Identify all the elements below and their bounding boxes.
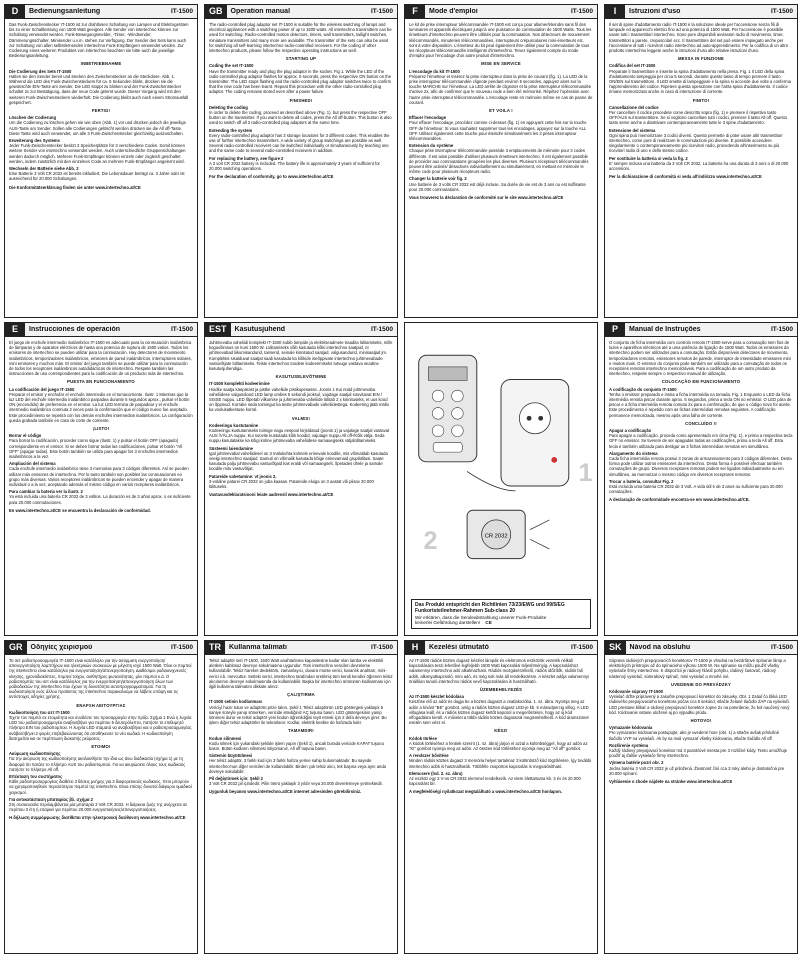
- ce-mark-icon: CE: [485, 620, 492, 626]
- subheading: La codificación del juego IT-1500: [9, 386, 75, 392]
- paragraph: Ogni spina può memorizzare 3 codici diversi. Questo permette di poter usare altri trasmettitori intertechno, come pure di realizzare le commutazioni più diverse. È possibile accendere singolarmente o contemporaneamente più ricevitori radio, procedendo all'inserimento su più ricevitori radio di uno e dello stesso codice.: [609, 132, 783, 154]
- paragraph: Preparar el emisor y enchufar el enchufe intermedio en el tomacorriente. Ilustr. 1 Mientras que la luz LED del enchufe intermedio inalámbrico parpadea durante 5 segundos aprox., pulsar el botón ON (encendido) de preferencia en el emisor. La luz LED termina de parpadear y el enchufe intermedio inalámbrico conmuta 2 veces para la confirmación que el código nuevo fue aceptado. Este procedimiento se repetirá con los demás enchufes intermedios inalámbricos. La configuración queda grabada también en caso de corte de corriente.: [9, 391, 193, 423]
- subheading: Cancellazione del codice: [609, 104, 659, 110]
- column-header: [205, 641, 397, 655]
- column-body: [605, 337, 797, 635]
- paragraph: Tenha o emissor preparado e insira a ficha intermédia na tomada. Fig. 1 Enquanto o LED da ficha intermédia remota piscar durante aprox. 5 segundos, prima a tecla ON no emissor. O LED pára de piscar e a ficha intermédia remota comuta 2x para a confirmação, de que o código novo foi aceite. Este procedimento é repetido com as fichas intermédias remotas seguintes. A codificação permanece memorizada, mesmo após uma falha de corrente.: [609, 391, 792, 418]
- model-number: IT-1500: [570, 644, 593, 651]
- paragraph: Pour effacer l'encodage, procédez comme ci-dessus (fig. 1) en appuyant cette fois sur la touche OFF de l'émetteur. Si vous souhaitez supprimer tous les encodages, appuyez sur la touche ALL OFF. Utilisez également cette touche pour éteindre simultanément les 3 prises interrupteur télécommandées.: [409, 120, 587, 142]
- subheading: Para cambiar la batería ver la ilustr. 2: [9, 489, 83, 495]
- column-title: Kezelési útmutató: [429, 644, 489, 651]
- subheading: Για αντικατάσταση μπαταρίας βλ. σχήμα 2: [9, 796, 93, 802]
- column-header: [405, 641, 597, 655]
- paragraph: Každý rádiový prepojovací konektor má 3 pamäťové miesta pre 3 rozličné kódy. Tento umožňuje použiť aj ďalšie vysielače firmy intertechno.: [609, 748, 788, 759]
- subheading: Kódok törlése: [409, 735, 437, 741]
- column-title: Instrucciones de operación: [29, 326, 121, 333]
- paragraph: Para apagar a codificação, proceda como apresentado em cima (Fig. 1), e prima a respectiva tecla OFF no emissor. Se tiverem de ser apagadas todas as codificações, prima a tecla All off. Esta tecla é também utilizada para desligar as 3 fichas intermédias remotas em simultâneo.: [609, 433, 793, 449]
- intro-text: Le kit de prise interrupteur télécommandée IT-1500 est conçu pour allumer/éteindre sans fil des luminaires et appareils électriques jusqu'à une puissance de commutation de 1500 Watts. Tous les émetteurs d'intertechno peuvent être utilisés pour la commutation. Nos détecteurs de mouvement télécommandés, minuteries télécommandées, interrupteurs crépusculaires mini-émetteurs etc. sont à votre disposition. L'émetteur du kit peut également être utilisé pour la commutation de tous les récepteurs télécommandés intelligents d'intertechno. Tenez également compte du mode d'emploi pour l'encodage d'un autre produit d'intertechno.: [409, 22, 592, 59]
- subheading: Per sostituire la batteria si veda la fig. 2: [609, 155, 688, 161]
- column-header: [205, 5, 397, 19]
- paragraph: 3-voldine patarei CR 2032 on juba kaasas. Patareide eluiga on 3 aastat või piisav 20.000 lülituseks.: [209, 478, 374, 490]
- language-column-tr: [204, 640, 398, 954]
- paragraph: Jedna batéria 3 Volt CR 2032 je už priložená. Životnosť činí cca 3 roky alebo je dostatočná pre 20.000 spínaní.: [609, 765, 785, 776]
- section-heading: INBETRIEBNAHME: [80, 61, 122, 67]
- column-body: [405, 19, 597, 317]
- conformity-note: Η δήλωση συμμόρφωσης διατίθεται στην ηλεκτρονική διεύθυνση www.intertechno.at/CE: [9, 815, 186, 821]
- subheading: Sistemin büyütülmesi: [209, 753, 253, 759]
- paragraph: Kodu silmek için yukarıdaki şekilde işlem yapın (Şekil 1), ancak burada vericide KAPAT tuşuna basın. Bütün kodların silinmesi istiyorsanız, All off tuşuna basın.: [209, 740, 384, 752]
- section-heading: FINITO!: [692, 97, 710, 103]
- paragraph: 3 Volt CR 2032 pil içindedir. Pilin ömrü yaklaşık 3 yıldır veya 20.000 devrelemeye yetmektedir.: [209, 781, 383, 787]
- column-body: [605, 19, 797, 317]
- paragraph: Une batterie de 3 volts CR 2032 est déjà incluse. Sa durée de vie est de 3 ans ou est suffisante pour 20.000 commutations.: [409, 181, 586, 192]
- subheading: Trocar a bateria, consultar Fig. 2: [609, 478, 674, 484]
- paragraph: In order to delete the coding, proceed as described above (Fig. 1), but press the respective OFF button on the transmitter. If you want to delete all codes, press the All off-button. This button is also used to switch off all 3 radio-controlled plug adaptors at the same time.: [209, 110, 392, 126]
- paragraph: Jeder Funk-Zwischenstecker besitzt 3 Speicherplätze für 3 verschiedene Codes. Somit können weitere Sender von intertechno verwendet werden. Auch unterschiedliche Gruppenschaltungen werden dadurch möglich. Mehrere Funk-Empfänger können einzeln oder zugleich geschaltet werden, indem zusätzlich mit den einzelnen Code an mehrere Funk-Empfänger angelernt wird.: [9, 143, 186, 164]
- subheading: Erweiterung des Systems: [9, 138, 60, 144]
- section-heading: MISE EN SERVICE: [481, 61, 521, 67]
- column-header: [5, 5, 197, 19]
- paragraph: Minden rádiós köztes dugasz 3 memória helyet tartalmaz 3 különböző kód rögzítésére. Így további intertechno adók is használhatók. Többféle csoportos kapcsolás is megvalósítható.: [409, 758, 592, 769]
- intro-text: El juego de enchufe intermedio inalámbrico IT-1500 es adecuado para la conmutación inalámbrica de lámparas y de aparatos eléctricos de hasta una potencia de ruptura de 1500 vatios. Todos los emisores de intertechno se pueden utilizar para la conmutación. Hay detectores de movimiento inalámbricos, temporizadores inalámbricos, emisores de pared inalámbricos, interruptores solares, mini emisores y muchos más. El emisor del juego también se puede utilizar para la conmutación de todos los receptores inalámbricos autodidácticos de intertechno. Respete también las instrucciones de uso correspondientes para la codificación de un producto más de intertechno.: [9, 340, 192, 377]
- language-code: P: [605, 323, 625, 336]
- model-number: IT-1500: [370, 8, 393, 15]
- language-column-p: [604, 322, 798, 636]
- subheading: Kódovanie súpravy IT-1500: [609, 689, 663, 695]
- paragraph: Préparez l'émetteur et insérez la prise interrupteur dans la prise de courant (fig. 1). La LED de la prise interrupteur télécommandée clignote pendant environ 5 secondes, appuyez alors sur la touche MARCHE sur l'émetteur. La LED arrête de clignoter et la prise interrupteur télécommandée s'active 2x, afin de confirmer que le nouveau code a bien été mémorisé. Répétez l'opération avec l'autre prise interrupteur télécommandée. L'encodage reste en mémoire même en cas de panne de courant.: [409, 73, 593, 105]
- section-heading: CONCLUÍDO !!: [685, 420, 717, 426]
- subheading: A codificação do conjunto IT-1500: [609, 386, 677, 392]
- paragraph: Está incluída uma bateria CR 2032 de 3 Volt. A vida útil é de 3 anos ou suficiente para 20.000 comutações.: [609, 484, 783, 495]
- caption-line4: keinerlei Gefährdung darstellen!: [415, 620, 481, 626]
- conformity-note: En www.intertechno.at/CE se encuentra la declaración de conformidad.: [9, 507, 151, 513]
- paragraph: Her telsiz adaptör, 3 farklı kod için 3 farklı hafıza yerine sahip bulunmaktadır. Bu sayede intertechno'nun diğer vericileri de kullanılabilir. Birden çok telsiz alıcı, tek başına veya aynı anda devreye sokulabilir.: [209, 758, 387, 774]
- section-heading: ¡LISTO!: [92, 426, 110, 432]
- column-title: Návod na obsluhu: [629, 644, 691, 651]
- paragraph: Pre vymazanie kódovania postupujte, ako je uvedené hore (obr. 1) a stlačte avšak príslušné tlačidlo VYP na vysielači. Ak by sa mali vymazať všetky kódovania, stlačte tlačidlo All off.: [609, 730, 780, 741]
- subheading: IT-1500 setinin kodlanması: [209, 699, 263, 705]
- column-header: [605, 641, 797, 655]
- model-number: IT-1500: [770, 8, 793, 15]
- section-heading: PUESTA EN FUNCIONAMIENTO: [67, 379, 135, 385]
- transmitter-remote-icon: [419, 355, 477, 462]
- language-column-i: [604, 4, 798, 318]
- subheading: Επέκταση του συστήματος: [9, 774, 63, 780]
- subheading: Az IT-1500 készlet kódolása: [409, 694, 464, 700]
- section-heading: COLOCAÇÃO EM FUNCIONAMENTO: [661, 379, 741, 385]
- model-number: IT-1500: [170, 326, 193, 333]
- column-title: Operation manual: [230, 8, 291, 15]
- subheading: Die Codierung des Sets IT-1500: [9, 68, 72, 74]
- paragraph: Vysielač držte pripravený a zasuňte prepojovací konektor do zásuvky. Obr. 1 Zatiaľ čo bliká LED rádiového prepojovacieho konektora počas cca 5 sekúnd, stlačte želané tlačidlo ZAP na vysielači. LED prestane blikať a rádiový prepojovací konektor zopne 2x na potvrdenie, že bol naučený nový kód. Kódovanie ostane uložené aj po výpadku prúdu.: [609, 694, 791, 715]
- language-column-sk: [604, 640, 798, 954]
- subheading: Výmena batérie pozri obr. 2: [609, 760, 664, 766]
- subheading: Apagar a codificação: [609, 428, 652, 434]
- language-column-est: [204, 322, 398, 636]
- paragraph: Preparate il trasmettitore e inserite la spina d'adattamento nella presa. Fig. 1 Il LED della spina d'adattamento lampeggia per circa 5 secondi, durante questo lasso di tempo premere il tasto ON/EIN sul trasmettitore. Il LED smette di lampeggiare e la spina si accende due volte a conferma l'apprendimento del codice. Ripetere questa operazione con l'altra spina d'adattamento. Il codice rimane memorizzato anche in caso di interruzione di corrente.: [609, 68, 792, 95]
- column-title: Kullanma talimatı: [229, 644, 287, 651]
- section-heading: UVEDENIE DO PREVÁDZKY: [670, 681, 732, 687]
- caption-main: Das Produkt entspricht den Richtlinien 73/23/EWG und 99/5/EG: [415, 601, 565, 608]
- column-header: [605, 323, 797, 337]
- intro-text: Das Funk-Zwischenstecker IT-1500 ist zur drahtlosen Schaltung von Lampen und Elektrogeräten bis zu einer Schaltleistung von 1500 Watt geeignet. Alle Sender von intertechno können zur Schaltung verwendet werden. Funk-Bewegungsmelder, -Timer, -Windsender, Dämmerungsschalter, Minisender u.v.m. stehen zur Verfügung. Der Sender des Sets kann auch zur Schaltung von allen selbstlernenden intertechno Funk-Empfängern verwendet werden. Zur Codierung eines weiteren Produktes von intertechno beachten sie bitte auch die jeweilige Bedienungsanleitung.: [9, 22, 189, 59]
- column-header: [205, 323, 397, 337]
- section-heading: ΕΤΟΙΜΟ!: [91, 744, 111, 750]
- model-number: IT-1500: [770, 644, 793, 651]
- language-column-e: [4, 322, 198, 636]
- subheading: Süsteemi laiendamine: [209, 445, 253, 451]
- plug-adaptor-icon: [467, 379, 569, 490]
- paragraph: Ya está incluida una batería CR 2032 de 3 voltios. La duración es de 3 años aprox. o es suficiente para 20.000 conmutaciones.: [9, 494, 191, 505]
- subheading: For replacing the battery, see figure 2: [209, 155, 284, 161]
- subheading: Effacer l'encodage: [409, 115, 447, 121]
- section-heading: KASUTUSELEVÕTMINE: [275, 374, 327, 380]
- subheading: Extending the system: [209, 127, 253, 133]
- conformity-note: Vastavusdeklaratsiooni leiate aadressil www.intertechno.at/CE: [209, 492, 334, 498]
- subheading: Alargamento do sistema: [609, 450, 658, 456]
- column-body: [205, 655, 397, 953]
- section-heading: MESSA IN FUNZIONE: [677, 56, 725, 62]
- subheading: Löschen der Codierung: [9, 115, 56, 121]
- subheading: Kodun silinmesi: [209, 735, 242, 741]
- paragraph: E' sempre inclusa una batteria da 3 Volt CR 2032. La batteria ha una durata di 3 anni o di 20.000 accensioni.: [609, 160, 789, 172]
- paragraph: Cada ficha intermédia remota possui 3 zonas de armazenamento para 3 códigos diferentes. Desta forma pode utilizar outros emissores da intertechno. Desta forma é possível efectuar também comutações de grupo. Diversos receptores remotos podem ser ligados individualmente ou em simultâneo, ao memorizar o mesmo código em diversos receptores remotos.: [609, 456, 792, 477]
- subheading: Kodeeringu kustutamine: [209, 422, 259, 428]
- model-number: IT-1500: [370, 644, 393, 651]
- language-column-gb: [204, 4, 398, 318]
- intro-text: Súprava rádiových prepojovacích konektorov IT-1500 je vhodná na bezdrôtové spínanie lámp a elektrických prístrojov až do spínacieho výkonu 1500 W. Na spínanie sa môžu použiť všetky vysielače firmy intertechno. K dispozícii je rádiový hlásič pohybu, rádiový časovač, rádiový nástenný vysielač, súmrakový spínač, mini vysielač a mnohé iné.: [609, 658, 786, 679]
- section-heading: FINISHED!: [289, 97, 313, 103]
- paragraph: Um die Codierung zu löschen gehen sie wie oben (Abb. 1) vor und drücken jedoch die jeweilige AUS-Taste am Sender. Sollen alle Codierungen gelöscht werden drücken sie die All off-Taste. Diese Taste wird auch verwendet, um alle 3 Funk-Zwischenstecker gleichzeitig auszuschalten.: [9, 120, 186, 136]
- caption-sub: Funkortsteilnehmer-Rahmen Sub-class 20: [415, 608, 516, 615]
- intro-text: Telsiz adaptör seti IT-1500, 1500 Watt anahtarlama kapasitesine kadar olan lamba ve elektrikli aletlerin kablosuz devreye sokulmasına uygundur. Tüm intertechno vericileri devreleme kullanılabilir. Telsiz hareket dedektörü, zamanlayıcı, duvara monte verici, karanlık anahtarı, mini-verici v.b. mevcuttur. Setteki verici, intertechno tarafından üretilmiş tüm kendi kendini öğrenen telsiz alıcılarının devreye sokulmasında da kullanılabilir. Başka bir intertechno ürününün kodlanması için ilgili kullanma talimatını dikkate alınız.: [209, 658, 393, 690]
- subheading: Ampliación del sistema: [9, 461, 56, 467]
- conformity-note: For the declaration of conformity, go to www.intertechno.at/CE: [209, 174, 334, 180]
- language-code: E: [5, 323, 25, 336]
- subheading: Borrar el código: [9, 433, 42, 439]
- subheading: A rendszer bővítése: [409, 753, 449, 759]
- conformity-note: A megfelelőségi nyilatkozat megtalálható a www.intertechno.at/CE honlapon.: [409, 789, 563, 795]
- conformity-note: A declaração de conformidade encontra-se em www.intertechno.at/CE.: [609, 497, 750, 503]
- section-heading: ÜZEMBEHELYEZÉS: [479, 687, 523, 693]
- column-body: [205, 19, 397, 317]
- figure-caption: [411, 599, 591, 629]
- intro-text: Juhtmevaba vaheliidi komplekt IT-1500 sobib lampide ja elektriseadmete traadita lülitamiseks, mille koguvõimsus on kuni 1500 W. Lülitamiseks võib kasutada kõiki intertechno saatjaid, nt juhtmevabad liikumisandurid, taimerid, seinale kinnitatud saatjad, valgusandurid, minisaatjad jm. Komplektis sisalduvat saatjat saab kasutada ka kõikide iseõppivate intertechno juhtmevabade vastuvõtjate lülitamiseks. Teiste intertechno toodete kodeerimiseks tutvuge vastava seadme kasutusjuhendiga.: [209, 340, 393, 372]
- intro-text: Το σετ ραδιοπροσαρμογέα IT-1500 είναι κατάλληλο για την ασύρματη ενεργοποίηση/απενεργοποίηση λαμπτήρων και ηλεκτρικών συσκευών με μέγιστη ισχύ 1500 Watt. Όλοι οι πομποί της intertechno είναι κατάλληλοι για ενεργοποίηση/απενεργοποίηση. Διαθέσιμοι ραδιοανιχνευτές κίνησης, χρονοδιακόπτες, πομποί τοίχου, αισθητήρες φωτεινότητας, μίνι πομποί κ.ά. Ο ραδιοπομπός του σετ είναι κατάλληλος για την ενεργοποίηση/απενεργοποίηση όλων των ραδιοδεκτών της intertechno που έχουν τη δυνατότητα αυτοπρογραμματισμού. Για τη κωδικοποίηση ενός άλλου προϊόντος της intertechno παρακαλούμε να λάβετε υπόψη και τις αντίστοιχες οδηγίες χρήσης.: [9, 658, 192, 700]
- subheading: Extension du système: [409, 143, 454, 149]
- paragraph: Hoidke saatja käepärast ja pistke vaheliide pistikupesasse. Joonis 1 Kui nüüd juhtmevaba vaheliidese valgusdiood LED lamp umbes 5 sekundi jooksul, vajutage saatjal soovitavat EIN / SISSE nuppu. LED lõpetab vilkumise ja juhtmevaba vaheliide lülitab 2 x kinnituseks, et uus kood on õppinud. Korrake seda toimingut ka teiste juhtmevabade vaheliidestega. Kodeering jääb mällu ka voolukatkestuse korral.: [209, 386, 389, 413]
- subheading: Wechseln der Batterie siehe Abb. 2: [9, 166, 79, 172]
- paragraph: Igal juhtmevabal vaheliidesel on 3 mälukohta kolmele erinevale koodile, mis võimaldab kasutada veelgi intertechno saatjaid. Samuti on võimalik kasutada kõige erinevamaid grupilülitusi. Saate kasutada palju juhtmevabu vastuvõtjaid kas eraldi või samaaegselt, õpetades ühele ja samale koodile mitu vastuvõtjat.: [209, 450, 388, 472]
- column-body: [605, 655, 797, 953]
- paragraph: A 3 volt CR 2032 battery is included. The battery life is approximately 3 years of sufficient for 20,000 switching operations.: [209, 160, 380, 172]
- manual-page: [4, 4, 798, 954]
- paragraph: Per cancellare il codice procedete come descritto sopra (fig. 1) e premere il rispettivo tasto OFF/AUS sul trasmettitore. Se si vogliono cancellare tutti i codici, premere il tasto All off. Questo tasto serve anche a disattivare contemporaneamente tutte le 3 spine d'adattamento.: [609, 110, 787, 126]
- column-title: Manual de Instruções: [629, 326, 701, 333]
- subheading: Elemcsere (lsd. 2. sz. ábra): [409, 770, 463, 776]
- paragraph: Every radio-controlled plug adaptor has 3 storage locations for 3 different codes. This enables the use of further intertechno transmitters. A wide variety of group switchings are possible as well. Several radio-controlled receivers can be switched individually or simultaneously by teaching one and the same code to several radio-controlled receivers in addition.: [209, 132, 390, 154]
- language-column-d: [4, 4, 198, 318]
- column-header: [5, 641, 197, 655]
- paragraph: Cada enchufe intermedio inalámbrico tiene 3 memorias para 3 códigos diferentes. Así se pueden utilizar más emisores de intertechno. Por lo tanto también son posibles las conmutaciones en grupo más diversas. Varios receptores inalámbricos se pueden encender y apagar de manera individual o a la vez, aceptando además el mismo código en varios receptores inalámbricos.: [9, 466, 189, 488]
- intro-text: The radio-controlled plug adaptor set IT-1500 is suitable for the wireless switching of lamps and electrical appliances with a switching power of up to 1500 watts. All intertechno transmitters can be used for switching. Radio-controlled motion detectors, timers, wall transmitters, twilight switches, miniature transmitters and many more are available. The transmitter of the sets can also be used for switching all self-learning intertechno radio-controlled receivers. For the coding of other intertechno products, please follow the respective operating instructions as well.: [209, 22, 392, 54]
- figure-panel: [404, 322, 598, 636]
- column-title: Mode d'emploi: [429, 8, 478, 15]
- model-number: IT-1500: [370, 326, 393, 333]
- paragraph: Chaque prise interrupteur télécommandée possède 3 emplacements de mémoire pour 3 codes différents. Il est ainsi possible d'utiliser plusieurs émetteurs intertechno. Il est également possible de procéder aux commutations groupées les plus diverses. Plusieurs récepteurs télécommandés peuvent être activés/ désactivés individuellement ou simultanément, en mettant en mémoire le même code pour plusieurs récepteurs radio.: [409, 148, 589, 175]
- subheading: Deleting the coding: [209, 104, 248, 110]
- language-grid: [4, 4, 798, 954]
- subheading: Pil değiştirmek için: Şekil 2: [209, 776, 263, 782]
- caption-line3: Wir erklären, dass die Sendeabstrahlung unserer Funk-Produkte: [415, 614, 547, 620]
- conformity-note: Per la dichiarazione di conformità si veda all'indirizzo www.intertechno.at/CE: [609, 174, 762, 180]
- language-code: TR: [205, 641, 225, 654]
- language-column-f: [404, 4, 598, 318]
- model-number: IT-1500: [170, 644, 193, 651]
- subheading: Estensione del sistema: [609, 127, 656, 133]
- conformity-note: Vous trouverez la déclaration de conformité sur le site www.intertechno.at/CE: [409, 195, 564, 201]
- section-heading: KÉSZ!: [494, 728, 508, 734]
- column-header: [605, 5, 797, 19]
- column-title: Οδηγίες χειρισμού: [30, 644, 93, 651]
- paragraph: Para borrar la codificación, proceder como sigue (Ilustr. 1) y pulsar el botón OFF (apagado) correspondiente en el emisor. Si se deben borrar todas las codificaciones, pulsar el botón "All OFF" (apagar todas). Este botón también se utiliza para apagar los 3 enchufes intermedios inalámbricos a la vez.: [9, 438, 183, 460]
- language-code: GR: [5, 641, 27, 654]
- section-heading: ET VOILA !: [489, 108, 513, 114]
- paragraph: A kódok törléséhez a fentiek szerint (1. sz. ábra) járjon el azzal a különbséggel, hogy az adón az "KI" gombot nyomja meg az adón. Az összes kód törléséhez nyomja meg az "All off" gombot.: [409, 740, 588, 752]
- paragraph: Vericiyi hazır tutun ve adaptörü prize takın. Şekil 1 Telsiz adaptörün LED göstergesi yaklaşık 5 saniye süreyle yanıp sönerken, vericide istediğiniz AÇ tuşuna basın. LED göstergesinin yanıp sönmesi durur ve telsiz adaptör yeni kodun öğrenildiğini teyit etmek için 2 defa devreye girer. Bu işlem diğer telsiz adaptörler ile tekrarlanır. Kodlar, elektrik kesilse de hafızada kalır.: [209, 704, 387, 726]
- subheading: Patareide vahetamine: vt joonis 2.: [209, 473, 277, 479]
- paragraph: Az eszköz egy 3 V-os CR 2032 elemmel rendelkezik. Az elem élettartama kb. 3 év és 20.000 kapcsolást bír.: [409, 776, 581, 787]
- language-code: H: [405, 641, 425, 654]
- intro-text: O conjunto de ficha intermédia com controlo remoto IT-1500 serve para a comutação sem fios de luzes e aparelhos eléctricos até a uma potência de ligação de 1500 Watt. Todos os emissores da intertechno podem ser utilizados para a comutação. Estão disponíveis detectores de movimento, temporizadores remotos, emissores remotos de parede, interruptor de intensidade emissores mini e muitos mais. O emissor do conjunto pode também ser utilizado para a comutação de todos os receptores remotos intertechno memorizáveis. Para a codificação de um outro produto da intertechno, respeite sempre o respectivo manual de utilização.: [609, 340, 791, 377]
- language-code: EST: [205, 323, 231, 336]
- paragraph: Halten sie den Sender bereit und stecken den Zwischenstecker an die Steckdose. Abb. 1. Während die LED des Funk-Zwischensteckers für ca. 5 Sekunden blinkt, drücken sie die gewünschte EIN-Taste am Sender. Die LED stoppt zu blinken und der Funk-Zwischenstecker schaltet 2x zur Bestätigung, dass der neue Code gelernt wurde. Dieser Vorgang wird mit den weiteren Funk-Zwischensteckern wiederholt. Die Codierung bleibt auch nach einem Stromausfall gespeichert.: [9, 73, 189, 105]
- language-column-gr: [4, 640, 198, 954]
- figure-label-2: 2: [423, 526, 438, 555]
- model-number: IT-1500: [570, 8, 593, 15]
- conformity-note: Die Konformitätserklärung finden sie unter www.intertechno.at/CE: [9, 184, 141, 190]
- subheading: Κωδικοποίηση του σετ IT-1500: [9, 709, 70, 715]
- subheading: Rozšírenie systému: [609, 742, 649, 748]
- paragraph: Készítse elő az adót és dugja be a köztes dugaszt a csatlakozóba. 1. sz. ábra. Nyomja meg az adón a kívánt "BE" gombot, amíg a rádiós köztes dugasz LED-je kb. 5 másodpercig villog. A LED villogása leáll, és a rádiós köztes dugasz kettőt kapcsol a megerősítésre, hogy az új kód elfogadásra került. A művelet a többi rádiós köztes dugasszal megismételhető. A kód áramszünet esetén sem vész el.: [409, 699, 589, 726]
- conformity-note: Uygunluk beyanını www.intertechno.at/CE internet adresinden görebilirsiniz.: [209, 789, 362, 795]
- column-title: Bedienungsanleitung: [29, 8, 101, 15]
- column-body: [5, 337, 197, 635]
- language-code: SK: [605, 641, 626, 654]
- column-header: [405, 5, 597, 19]
- subheading: Ακύρωση κωδικοποίησης: [9, 751, 61, 757]
- column-body: [5, 19, 197, 317]
- paragraph: Kodeeringu kustutamiseks toimige nagu eespool kirjeldatud (joonis 1) ja vajutage saatjal vastavat AUS /VÄLJA nuppu. Kui soovite kustutada kõik koodid, vajutage nuppu All off-/Kõik välja. Seda nuppu kasutatakse ka kõigi kolme juhtmevaba vaheliidese samaaegseks väljalülitamiseks.: [209, 428, 390, 444]
- figure-label-1: 1: [578, 459, 593, 488]
- column-title: Kasutusjuhend: [234, 326, 286, 333]
- section-heading: ΕΝΑΡΞΗ ΛΕΙΤΟΥΡΓΙΑΣ: [76, 702, 126, 708]
- subheading: Codifica del set IT-1500: [609, 63, 656, 69]
- section-heading: HOTOVO!: [690, 718, 712, 724]
- paragraph: Έχετε τον πομπό σε ετοιμότητα και συνδέστε τον προσαρμογέα στην πρίζα. Σχήμα 1 Ενώ η λυχνία LED του ραδιοπροσαρμογέα αναβοσβήνει για περίπου 5 δευτερόλεπτα, πατήστε το επιθυμητό πλήκτρο ΕΙΝ του ραδιοπομπού. Η λυχνία LED σταματά να αναβοσβήνει και ο ραδιοπροσαρμογέας ανάβει/σβήνει 2 φορές επιβεβαιώνοντας ότι αποθήκευσε το νέο κωδικό. Η κωδικοποίηση διατηρείται και σε περίπτωση διακοπής ρεύματος.: [9, 715, 192, 741]
- language-code: F: [405, 5, 425, 18]
- subheading: Coding the set IT-1500: [209, 63, 254, 69]
- section-heading: VALMIS!: [291, 415, 311, 421]
- paragraph: Have the transmitter ready and plug the plug adaptor in the socket. Fig 1. While the LED of the radio-controlled plug adaptor flashes for approx. 5 seconds, press the respective ON button on the transmitter. The LED stops flashing and the radio-controlled plug adaptor switches twice to confirm that the new code has been learnt. Repeat this procedure with the other radio-controlled plug adaptor. The coding remains stored even after a power failure.: [209, 68, 392, 95]
- intro-text: Az IT-1500 rádiós köztes dugasz készlet lámpák és elektromos eszközök vezeték nélküli kapcsolására teszi lehetővé legfeljebb 1500 Watt kapcsolási teljesítményig. A kapcsoláshoz valamennyi intertechno adó alkalmazható. Rádiós mozgásérzékelő, rádiós időzítők, rádiós fali adók, alkonyatkapcsoló, mini adó, és még sok más áll rendelkezésre. A készlet adója valamennyi önállóan tanuló intertechno rádiós vevő kapcsolására is használható.: [409, 658, 589, 684]
- subheading: Vymazanie kódovania: [609, 725, 653, 731]
- subheading: Changer la batterie voir fig. 2: [409, 176, 467, 182]
- model-number: IT-1500: [770, 326, 793, 333]
- model-number: IT-1500: [170, 8, 193, 15]
- paragraph: Στη συσκευασία περιλαμβάνεται μία μπαταρία 3 Volt CR 2032. Η διάρκεια ζωής της ανέρχεται σε περίπου 3 έτη ή επαρκεί για περίπου 20.000 ενεργοποιήσεις/απενεργοποιήσεις.: [9, 802, 188, 813]
- column-title: Istruzioni d'uso: [629, 8, 681, 15]
- subheading: L'encodage du kit IT-1500: [409, 68, 460, 74]
- paragraph: Για την ακύρωση της κωδικοποίησης ακολουθήστε την ίδια ως άνω διαδικασία (σχήμα 1) με τη διαφορά ότι πατάτε το πλήκτρο AUS του ραδιοπομπού. Για να ακυρώσετε όλους τους κωδικούς πατήστε το πλήκτρο All off.: [9, 756, 186, 772]
- section-heading: STARTING UP: [285, 56, 317, 62]
- language-code: I: [605, 5, 625, 18]
- section-heading: TAMAMDIR!: [288, 728, 314, 734]
- intro-text: Il set di spine d'adattamento radio IT-1500 è la soluzione ideale per l'accensione senza fili di lampade ed apparecchi elettrici fino ad una potenza di 1500 Watt. Per l'accensione è possibile usare tutti i trasmettitori intertechno. Sono pure disponibili avvisatori radio di movimento, timer, trasmettitori a parete, crepuscolari ecc. Il trasmettitore del set può essere impiegato anche per l'accensione di tutti i ricevitori radio intertechno ad auto-apprendimento. Per la codifica di un altro prodotto intertechno leggete anche le istruzioni d'uso allo relative istruzioni d'uso.: [609, 22, 789, 54]
- paragraph: Κάθε ραδιοπροσαρμογέας διαθέτει 3 θέσεις μνήμης για 3 διαφορετικούς κωδικούς. Έτσι μπορούν να χρησιμοποιηθούν περισσότεροι πομποί της intertechno. Είναι επίσης δυνατοί διάφοροι ομαδικοί χειρισμοί.: [9, 779, 192, 795]
- language-code: GB: [205, 5, 227, 18]
- battery-label: CR 2032: [484, 533, 508, 540]
- language-column-h: [404, 640, 598, 954]
- conformity-note: Vyhlásenie o zhode nájdete na stránke www.intertechno.at/CE: [609, 779, 733, 785]
- product-figure: [409, 327, 593, 597]
- column-body: [205, 337, 397, 635]
- section-heading: FERTIG!: [91, 108, 111, 114]
- column-header: [5, 323, 197, 337]
- column-body: [5, 655, 197, 953]
- column-body: [405, 655, 597, 953]
- paragraph: Eine Batterie 3 Volt CR 2032 ist bereits inkludiert. Die Lebensdauer beträgt ca. 3 Jahre oder ist ausreichend für 20.000 Schaltungen.: [9, 171, 185, 182]
- subheading: IT-1500 komplekti kodeerimine: [209, 381, 270, 387]
- section-heading: ÇALIŞTIRMA: [287, 692, 315, 698]
- language-code: D: [5, 5, 25, 18]
- battery-compartment-icon: [467, 510, 549, 558]
